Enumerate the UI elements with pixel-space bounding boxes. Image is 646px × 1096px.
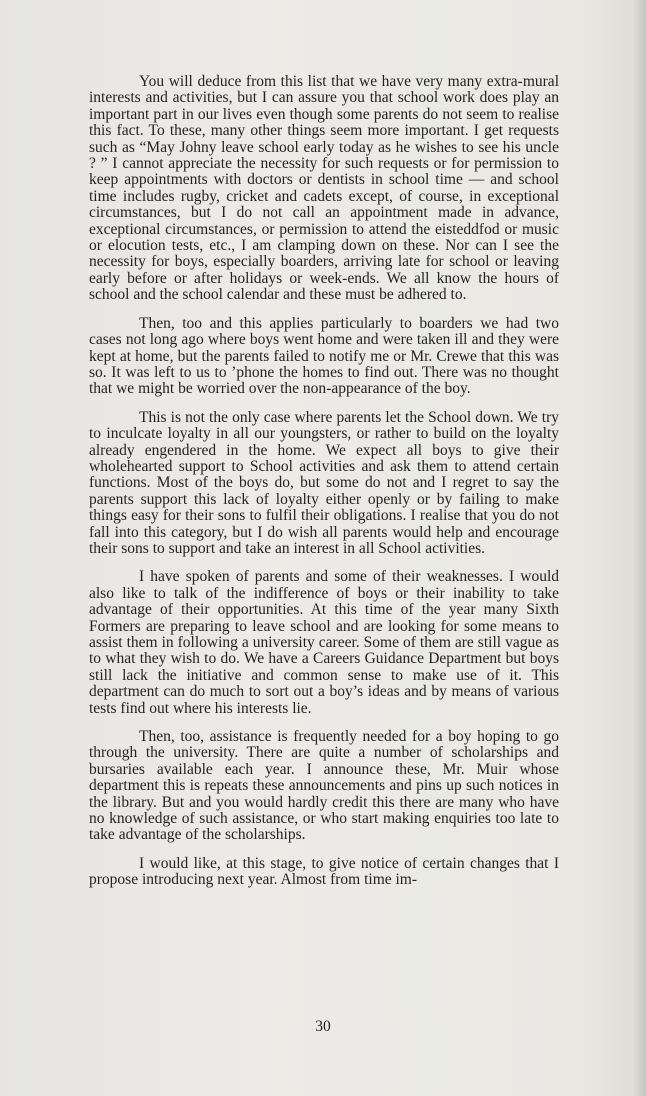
page-number: 30 — [315, 1018, 331, 1035]
paragraph-3: This is not the only case where parents let the School down. We try to inculcate loyalty in all our youngsters, or rather to build on the loyalty already engendered in the home. We expect all boys to give their wholehearted support to School activities and ask them to attend certain functions. Most of the boys do, but some do not and I regret to say the parents support this lack of loyalty either openly or by failing to make things easy for their sons to fulfil their obligations. I realise that you do not fall into this category, but I do wish all parents would help and encourage their sons to support and take an interest in all School activities. — [89, 408, 559, 557]
paragraph-5: Then, too, assistance is frequently needed for a boy hoping to go through the university. There are quite a number of scholarships and bursaries available each year. I announce these, Mr. Muir whose department this is repeats these announcements and pins up such notices in the library. But and you would hardly credit this there are many who have no knowledge of such assistance, or who start making enquiries too late to take advantage of the scholarships. — [89, 728, 559, 844]
paragraph-1: You will deduce from this list that we have very many extra-mural interests and activities, but I can assure you that school work does play an important part in our lives even though some parents do not seem to realise this fact. To these, many other things seem more important. I get requests such as “May Johny leave school early today as he wishes to see his uncle ? ” I cannot appreciate the necessity for such requests or for permission to keep appointments with doctors or dentists in school time — and school time includes rugby, cricket and cadets except, of course, in exceptional circumstances, but I do not call an appointment made in advance, exceptional circumstances, or permission to attend the eisteddfod or music or elocution tests, etc., I am clamping down on these. Nor can I see the necessity for boys, especially boarders, arriving late for school or leaving early before or after holidays or week-ends. We all know the hours of school and the school calendar and these must be adhered to. — [89, 73, 559, 304]
paragraph-6: I would like, at this stage, to give notice of certain changes that I propose introducing next year. Almost from time im- — [89, 854, 559, 889]
page-edge-shadow — [632, 0, 646, 1096]
paragraph-2: Then, too and this applies particularly to boarders we had two cases not long ago where boys went home and were taken ill and they were kept at home, but the parents failed to notify me or Mr. Crewe that this was so. It was left to us to ’phone the homes to find out. There was no thought that we might be worried over the non-appearance of the boy. — [89, 314, 559, 398]
body-text — [89, 74, 559, 901]
paragraph-4: I have spoken of parents and some of their weaknesses. I would also like to talk of the indifference of boys or their inability to take advantage of their opportunities. At this time of the year many Sixth Formers are preparing to leave school and are looking for some means to assist them in following a university career. Some of them are still vague as to what they wish to do. We have a Careers Guidance Department but boys still lack the initiative and common sense to make use of it. This department can do much to sort out a boy’s ideas and by means of various tests find out where his interests lie. — [89, 568, 559, 717]
